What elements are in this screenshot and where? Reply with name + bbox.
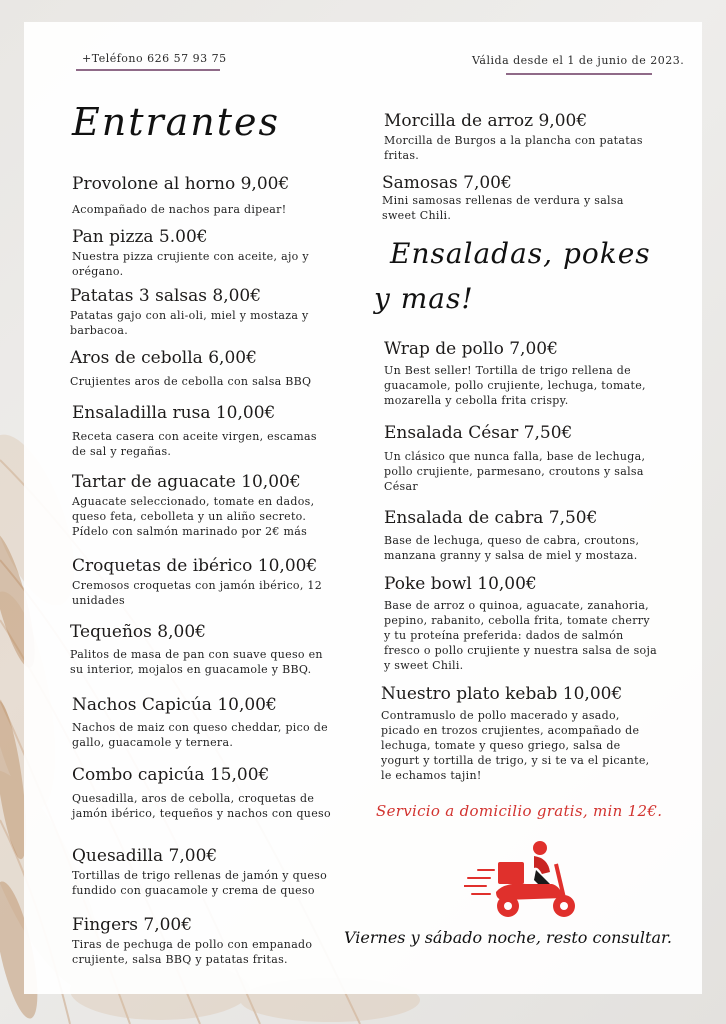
item-name: Wrap de pollo 7,00€ bbox=[384, 339, 558, 359]
menu-item bbox=[384, 423, 658, 494]
menu-item bbox=[384, 339, 658, 408]
menu-item bbox=[384, 111, 656, 163]
menu-item bbox=[70, 286, 334, 338]
item-name: Tequeños 8,00€ bbox=[70, 622, 206, 642]
item-name: Morcilla de arroz 9,00€ bbox=[384, 111, 588, 131]
item-description: Tiras de pechuga de pollo con empanado crujiente, salsa BBQ y patatas fritas. bbox=[72, 938, 313, 966]
item-name: Pan pizza 5.00€ bbox=[72, 227, 208, 247]
header-divider-right bbox=[506, 73, 652, 75]
menu-page bbox=[24, 22, 702, 994]
menu-item bbox=[72, 695, 334, 750]
item-description: Tortillas de trigo rellenas de jamón y queso fundido con guacamole y crema de queso bbox=[72, 869, 328, 897]
item-name: Nachos Capicúa 10,00€ bbox=[72, 695, 277, 715]
menu-item bbox=[72, 403, 334, 459]
item-description: Acompañado de nachos para dipear! bbox=[72, 203, 287, 216]
item-description: Contramuslo de pollo macerado y asado, picado en trozos crujientes, acompañado de lechuga, tomate y queso griego, salsa de yogurt y tortilla de trigo, y si te va el picante, le echamos tajin! bbox=[381, 709, 650, 782]
item-name: Ensaladilla rusa 10,00€ bbox=[72, 403, 276, 423]
menu-item bbox=[72, 227, 334, 279]
menu-item bbox=[72, 556, 334, 608]
menu-item bbox=[384, 574, 658, 673]
item-description: Morcilla de Burgos a la plancha con patatas fritas. bbox=[384, 134, 643, 162]
phone-number: +Teléfono 626 57 93 75 bbox=[82, 52, 227, 65]
menu-item bbox=[72, 472, 334, 539]
salads-title-line1: Ensaladas, pokes bbox=[390, 237, 651, 270]
delivery-scooter-icon bbox=[464, 840, 584, 922]
item-name: Nuestro plato kebab 10,00€ bbox=[381, 684, 623, 704]
item-description: Patatas gajo con ali-oli, miel y mostaza y barbacoa. bbox=[70, 309, 309, 337]
menu-item bbox=[72, 765, 334, 821]
item-description: Un clásico que nunca falla, base de lechuga, pollo crujiente, parmesano, croutons y salsa César bbox=[384, 450, 646, 493]
valid-from-date: Válida desde el 1 de junio de 2023. bbox=[472, 54, 685, 67]
item-description: Un Best seller! Tortilla de trigo rellena de guacamole, pollo crujiente, lechuga, tomate, mozarella y cebolla frita crispy. bbox=[384, 364, 646, 407]
header-divider-left bbox=[76, 69, 220, 71]
item-description: Quesadilla, aros de cebolla, croquetas de jamón ibérico, tequeños y nachos con queso bbox=[72, 792, 331, 820]
item-description: Base de lechuga, queso de cabra, croutons, manzana granny y salsa de miel y mostaza. bbox=[384, 534, 640, 562]
item-description: Receta casera con aceite virgen, escamas de sal y regañas. bbox=[72, 430, 317, 458]
item-name: Croquetas de ibérico 10,00€ bbox=[72, 556, 318, 576]
item-description: Nachos de maiz con queso cheddar, pico de gallo, guacamole y ternera. bbox=[72, 721, 328, 749]
menu-item bbox=[72, 915, 334, 967]
menu-item bbox=[70, 622, 334, 677]
menu-item bbox=[70, 348, 334, 389]
weekend-note: Viernes y sábado noche, resto consultar. bbox=[344, 928, 672, 947]
item-name: Tartar de aguacate 10,00€ bbox=[72, 472, 301, 492]
item-name: Quesadilla 7,00€ bbox=[72, 846, 218, 866]
starters-title: Entrantes bbox=[72, 100, 281, 144]
item-description: Cremosos croquetas con jamón ibérico, 12 unidades bbox=[72, 579, 323, 607]
item-name: Poke bowl 10,00€ bbox=[384, 574, 537, 594]
salads-title-line2: y mas! bbox=[374, 282, 474, 315]
item-description: Mini samosas rellenas de verdura y salsa sweet Chili. bbox=[382, 194, 624, 222]
item-name: Ensalada de cabra 7,50€ bbox=[384, 508, 598, 528]
menu-item bbox=[72, 846, 334, 898]
item-description: Aguacate seleccionado, tomate en dados, queso feta, cebolleta y un aliño secreto. Pídelo con salmón marinado por 2€ más bbox=[72, 495, 315, 538]
item-description: Base de arroz o quinoa, aguacate, zanahoria, pepino, rabanito, cebolla frita, tomate cherry y tu proteína preferida: dados de salmón fresco o pollo crujiente y nuestra salsa de soja y sweet Chili. bbox=[384, 599, 658, 672]
item-name: Samosas 7,00€ bbox=[382, 173, 512, 193]
menu-item bbox=[382, 173, 656, 223]
delivery-promo: Servicio a domicilio gratis, min 12€. bbox=[376, 802, 663, 820]
menu-item bbox=[381, 684, 659, 783]
item-name: Fingers 7,00€ bbox=[72, 915, 193, 935]
item-name: Combo capicúa 15,00€ bbox=[72, 765, 270, 785]
menu-item bbox=[384, 508, 658, 563]
item-name: Provolone al horno 9,00€ bbox=[72, 174, 290, 194]
item-description: Nuestra pizza crujiente con aceite, ajo y orégano. bbox=[72, 250, 309, 278]
item-name: Ensalada César 7,50€ bbox=[384, 423, 573, 443]
item-name: Patatas 3 salsas 8,00€ bbox=[70, 286, 262, 306]
item-description: Palitos de masa de pan con suave queso en su interior, mojalos en guacamole y BBQ. bbox=[70, 648, 323, 676]
item-name: Aros de cebolla 6,00€ bbox=[70, 348, 257, 368]
menu-item bbox=[72, 174, 334, 217]
item-description: Crujientes aros de cebolla con salsa BBQ bbox=[70, 375, 312, 388]
